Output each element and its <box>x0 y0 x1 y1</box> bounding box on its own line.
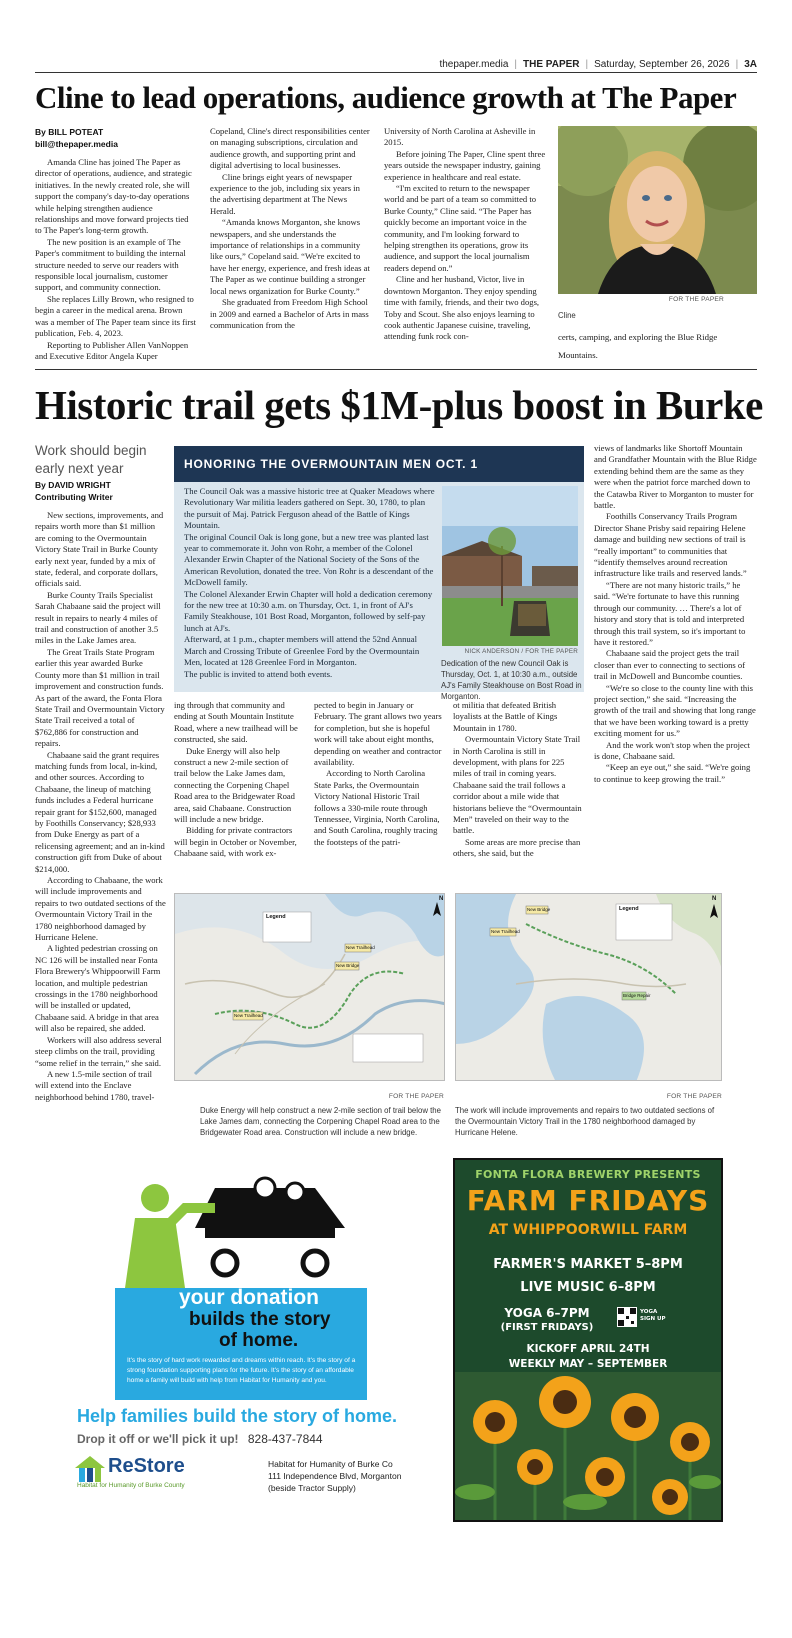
paragraph: “We're so close to the county line with this project section,” she said. “Increasing the growth of the trail and showing that long range that we have been working toward is a pretty exciting moment for us.” <box>594 682 756 739</box>
trail-map-1780-neighborhood[interactable] <box>455 893 722 1081</box>
farm-ad-music: LIVE MUSIC 6–8PM <box>520 1280 656 1295</box>
farm-ad-presenter: FONTA FLORA BREWERY PRESENTS <box>475 1168 701 1181</box>
map2-label: New Bridge <box>527 907 551 912</box>
story1-col1 <box>35 157 197 361</box>
restore-logo-sub: Habitat for Humanity of Burke County <box>77 1482 185 1489</box>
paragraph: Chabaane said the grant requires matching funds from local, in-kind, and other sources. According to Chabaane, the lineup of matching funds includes a Federal hurricane repair grant for $152,600, managed by Foothills Conservancy; $28,933 from Duke Energy as part of a relicensing agreement; and an in-kind construction gift from Duke of about $214,000. <box>35 749 165 874</box>
story1-col3 <box>384 126 546 361</box>
sidebar-photo-caption: Dedication of the new Council Oak is Thursday, Oct. 1, at 10:30 a.m., outside AJ's Family Steakhouse on Bost Road in Morganton. <box>441 659 582 701</box>
paragraph: Cline and her husband, Victor, live in downtown Morganton. They enjoy spending time with family, friends, and their two dogs, Toby and Scout. She also enjoys learning to cook authentic Japanese cuisine, traveling, attending funk rock con- <box>384 274 540 342</box>
restore-address-line: 111 Independence Blvd, Morganton <box>268 1471 402 1481</box>
paragraph: Reporting to Publisher Allen VanNoppen and Executive Editor Angela Kuper <box>35 339 189 361</box>
farm-ad-yoga-note: (FIRST FRIDAYS) <box>500 1322 594 1333</box>
restore-phone[interactable]: 828-437-7844 <box>247 1432 323 1446</box>
restore-headline-2: builds the story <box>189 1309 331 1330</box>
restore-dropoff <box>77 1432 323 1446</box>
restore-address-line: Habitat for Humanity of Burke Co <box>268 1459 393 1469</box>
paragraph: Some areas are more precise than others, she said, but the <box>453 836 581 859</box>
restore-tagline: Help families build the story of home. <box>77 1406 398 1426</box>
map1-label: New Trailhead <box>346 945 375 950</box>
story2-col3 <box>314 700 442 890</box>
story2-byline-role: Contributing Writer <box>35 492 113 502</box>
story2-col2 <box>174 700 302 890</box>
paragraph: Foothills Conservancy Trails Program Director Shane Prisby said repairing Helene damage and building new sections of trail is “really important” to communities that “identify themselves around recreation infrastructure like trails and reserved lands.” <box>594 511 747 579</box>
paragraph: University of North Carolina at Asheville in 2015. <box>384 126 536 148</box>
paragraph: ing through that community and ending at South Mountain Institute Road, where a new trailhead will be constructed, she said. <box>174 700 298 745</box>
restore-logo: ReStore <box>108 1455 185 1477</box>
story2-headline: Historic trail gets $1M-plus boost in Burke <box>35 382 763 428</box>
qr-label: YOGA SIGN UP <box>640 1309 666 1322</box>
paragraph: According to Chabaane, the work will include improvements and repairs to two outdated sections of the Overmountain Victory Trail in the 1780 neighborhood damaged by Hurricane Helene. <box>35 875 166 943</box>
paragraph: A new 1.5-mile section of trail will extend into the Enclave neighborhood behind 1780, travel- <box>35 1068 155 1102</box>
story1-byline-block <box>35 126 195 150</box>
paragraph: “There are not many historic trails,” he said. “We're fortunate to have this running through our community. … There's a lot of history and story that is told and interpreted through this trail system, so it's important to have it restored.” <box>594 579 746 647</box>
sidebar-paragraph: Afterward, at 1 p.m., chapter members will attend the 52nd Annual March and Crossing Tribute of Greenlee Ford by the Overmountain Men, located at 128 Greenlee Ford in Morganton. <box>184 634 420 668</box>
paragraph: Copeland, Cline's direct responsibilities center on managing subscriptions, circulation and audience growth, and supporting print and digital advertising to local businesses. <box>210 126 370 171</box>
map1-label: New Bridge <box>336 963 360 968</box>
paragraph: According to North Carolina State Parks, the Overmountain Victory National Historic Trail follows a 330-mile route through Tennessee, Virginia, North Carolina, and South Carolina, roughly tracing the footsteps of the patri- <box>314 768 440 847</box>
story1-headline: Cline to lead operations, audience growth at The Paper <box>35 80 737 115</box>
map2-label: New Trailhead <box>491 929 520 934</box>
page-number: 3A <box>744 59 757 70</box>
council-oak-photo <box>442 486 578 646</box>
masthead-paper: THE PAPER <box>523 59 580 70</box>
sidebar-title: HONORING THE OVERMOUNTAIN MEN OCT. 1 <box>174 446 584 482</box>
map1-label: New Trailhead <box>234 1013 263 1018</box>
sidebar-box <box>174 446 584 692</box>
paragraph: Overmountain Victory State Trail in North Carolina is still in development, with plans for 225 miles of trail in coming years. Chabaane said the trail follows a corridor about a mile wide that historians believe the “Overmountain Men” traveled on their way to the battle. <box>453 734 582 836</box>
sidebar-paragraph: The Colonel Alexander Erwin Chapter will hold a dedication ceremony for the new tree at 10:30 a.m. on Thursday, Oct. 1, in front of AJ's Family Steakhouse, 101 Bost Road, Morganton, followed by self-pay lunch at AJ's. <box>184 588 433 633</box>
masthead-rule <box>35 72 757 73</box>
restore-ad-hero <box>115 1168 367 1400</box>
restore-dropoff-text: Drop it off or we'll pick it up! <box>77 1432 239 1446</box>
farm-ad-schedule: WEEKLY MAY – SEPTEMBER <box>508 1358 668 1370</box>
north-arrow-icon: N <box>712 896 717 902</box>
story1-col2 <box>210 126 372 361</box>
farm-ad-kickoff: KICKOFF APRIL 24TH <box>526 1343 650 1355</box>
cline-photo <box>558 126 757 294</box>
paragraph: views of landmarks like Shortoff Mountain and Grandfather Mountain with the Blue Ridge extending behind them are the same as they were when the patriot force marched down to the Catawba River to Morganton to muster for battle. <box>594 443 757 511</box>
paragraph: “Keep an eye out,” she said. “We're going to continue to keep growing the trail.” <box>594 762 751 784</box>
farm-ad-market: FARMER'S MARKET 5–8PM <box>493 1257 683 1272</box>
paragraph: New sections, improvements, and repairs worth more than $1 million are coming to the Overmountain Victory State Trail in Burke County early next year, funded by a mix of state, federal, and corporate dollars, officials said. <box>35 510 164 589</box>
paragraph: Chabaane said the project gets the trail closer than ever to connecting to sections of trail in McDowell and Buncombe counties. <box>594 648 746 682</box>
sunflowers-illustration <box>455 1372 721 1520</box>
photo-credit: FOR THE PAPER <box>668 296 724 303</box>
paragraph: She graduated from Freedom High School in 2009 and earned a Bachelor of Arts in mass communication from the <box>210 297 369 330</box>
map1-caption: Duke Energy will help construct a new 2-mile section of trail below the Lake James dam, connecting the Corpening Chapel Road area to the Bridgewater Road area. Construction will include a new bridge. <box>200 1106 441 1137</box>
paragraph: Bidding for private contractors will begin in October or November, Chabaane said, with work ex- <box>174 825 297 859</box>
photo-caption: Cline <box>558 311 576 320</box>
paragraph: Amanda Cline has joined The Paper as director of operations, audience, and strategic initiatives. In the newly created role, she will support the company's day-to-day operations while helping strengthen audience relationships and move forward projects tied to The Paper's long-term growth. <box>35 157 192 236</box>
map2-legend-label: Legend <box>619 906 639 912</box>
restore-body: It's the story of hard work rewarded and dreams within reach. It's the story of a strong foundation supporting plans for the future. It's the story of an affordable home a family will build with help from Habitat for Humanity and you. <box>127 1357 356 1384</box>
farm-fridays-ad[interactable] <box>453 1158 723 1522</box>
story2-col5 <box>594 443 757 892</box>
paragraph: “I'm excited to return to the newspaper world and be part of a team so committed to Burke County,” Cline said. “The Paper has quickly become an important voice in the community, and I'm looking forward to helping strengthen its operations, grow its audience, and support the local journalism readers depend on.” <box>384 183 537 273</box>
paragraph: Cline brings eight years of newspaper experience to the job, including six years in the advertising department at The News Herald. <box>210 171 360 216</box>
paragraph: Before joining The Paper, Cline spent three years outside the newspaper industry, gaining experience in healthcare and real estate. <box>384 148 546 182</box>
paragraph: pected to begin in January or February. The grant allows two years for completion, but she is hopeful work will take about eight months, depending on weather and contractor availability. <box>314 700 442 768</box>
paragraph: Burke County Trails Specialist Sarah Chabaane said the project will result in repairs to nearly 4 miles of trail and construction of another 3.5 miles in the Lake James area. <box>35 589 161 646</box>
map2-label: Bridge Repair <box>623 993 651 998</box>
restore-address-line: (beside Tractor Supply) <box>268 1483 356 1493</box>
sidebar-body <box>184 486 436 686</box>
map2-credit: FOR THE PAPER <box>666 1093 722 1100</box>
paragraph: Duke Energy will also help construct a new 2-mile section of trail below the Lake James dam, connecting the Corpening Chapel Road area to the Bridgewater Road area, said Chabaane. Construction will include a new bridge. <box>174 745 295 825</box>
farm-ad-subtitle: AT WHIPPOORWILL FARM <box>488 1222 688 1238</box>
story1-byline: By BILL POTEAT <box>35 127 104 137</box>
story1-col4: certs, camping, and exploring the Blue Ridge Mountains. <box>558 332 718 360</box>
story1-email[interactable]: bill@thepaper.media <box>35 139 118 149</box>
story2-subhead: Work should begin early next year <box>35 443 147 476</box>
sidebar-paragraph: The public is invited to attend both events. <box>184 668 333 679</box>
restore-address <box>268 1458 401 1494</box>
north-arrow-icon: N <box>439 896 444 902</box>
farm-ad-title: FARM FRIDAYS <box>466 1184 710 1217</box>
story2-col1 <box>35 510 166 1129</box>
paragraph: A lighted pedestrian crossing on NC 126 will be installed near Fonta Flora Brewery's Whippoorwill Farm location, and multiple pedestrian crossings in the 1780 neighborhood will be installed or updated, Chabaane said. A bridge in that area will also be repaired, she added. <box>35 943 161 1034</box>
farm-ad-yoga: YOGA 6–7PM <box>504 1306 590 1320</box>
restore-headline-1: your donation <box>179 1286 319 1309</box>
story2-byline: By DAVID WRIGHT <box>35 480 111 490</box>
masthead-date: Saturday, September 26, 2026 <box>594 59 730 70</box>
story2-byline-block <box>35 479 175 503</box>
map1-credit: FOR THE PAPER <box>388 1093 444 1100</box>
paragraph: ot militia that defeated British loyalists at the Battle of Kings Mountain in 1780. <box>453 700 558 733</box>
masthead: thepaper.media | THE PAPER | Saturday, September 26, 2026 | 3A <box>439 59 757 70</box>
restore-headline-3: of home. <box>219 1330 299 1351</box>
paragraph: The Great Trails State Program earlier this year awarded Burke County more than $1 million in trail improvement and construction funds. As part of the award, the Fonta Flora State Trail and Overmountain Victory State Trail received a total of $762,886 for construction and repairs. <box>35 646 165 749</box>
sidebar-photo-credit: NICK ANDERSON / FOR THE PAPER <box>464 648 578 655</box>
paragraph: The new position is an example of The Paper's commitment to building the internal structure needed to serve our readers with responsible local journalism, customer support, and community connection. <box>35 236 186 293</box>
section-divider <box>35 369 757 370</box>
habitat-logo-icon <box>75 1456 105 1482</box>
paragraph: “Amanda knows Morganton, she knows newspapers, and she understands the importance of relationships in a community like ours,” Copeland said. “We're excited to have her energy, experience, and fresh ideas at The Paper as we continue building a stronger local news organization for Burke County.” <box>210 217 370 296</box>
trail-map-lake-james[interactable] <box>174 893 445 1081</box>
sidebar-paragraph: The Council Oak was a massive historic tree at Quaker Meadows where Revolutionary War militia leaders gathered on Sept. 30, 1780, to plan the pursuit of Maj. Patrick Ferguson ahead of the Battle of Kings Mountain. <box>184 486 435 531</box>
restore-ad[interactable] <box>75 1168 410 1498</box>
sidebar-paragraph: The original Council Oak is long gone, but a new tree was planted last year to commemorate it. John von Rohr, a member of the Colonel Alexander Erwin Chapter of the National Society of the Sons of the American Revolution, donated the tree. Von Rohr is a descendant of the McDowell family. <box>184 531 434 588</box>
masthead-site[interactable]: thepaper.media <box>439 59 509 70</box>
paragraph: And the work won't stop when the project is done, Chabaane said. <box>594 739 751 761</box>
map1-legend-label: Legend <box>266 914 286 920</box>
map2-caption: The work will include improvements and repairs to two outdated sections of the Overmountain Victory Trail in the 1780 neighborhood damaged by Hurricane Helene. <box>455 1106 715 1137</box>
paragraph: She replaces Lilly Brown, who resigned to begin a career in the medical arena. Brown was a member of The Paper team since its first publication, Feb. 4, 2023. <box>35 293 196 339</box>
qr-code-icon[interactable] <box>617 1307 637 1327</box>
story2-col4 <box>453 700 583 890</box>
paragraph: Workers will also address several steep climbs on the trail, providing “some relief in the terrain,” she said. <box>35 1034 162 1068</box>
